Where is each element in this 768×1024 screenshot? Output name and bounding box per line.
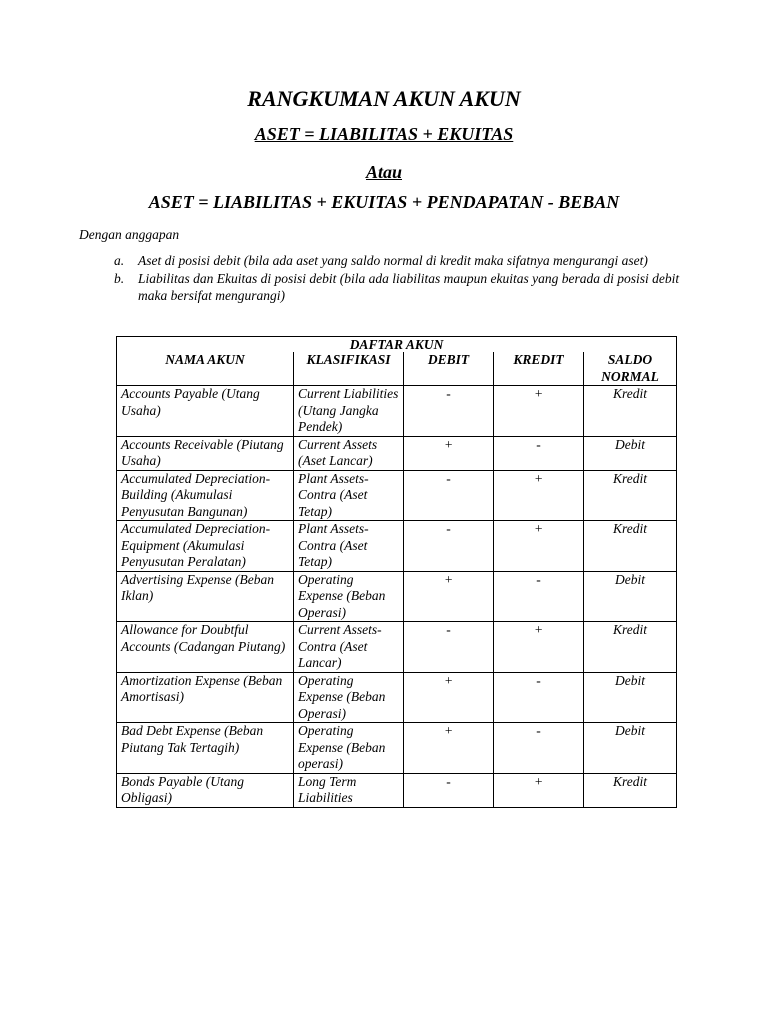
credit-sign: + bbox=[494, 773, 584, 807]
credit-sign: + bbox=[494, 470, 584, 521]
account-name: Amortization Expense (Beban Amortisasi) bbox=[117, 672, 294, 723]
table-caption: DAFTAR AKUN bbox=[117, 337, 677, 353]
debit-sign: + bbox=[404, 571, 494, 622]
account-name: Bad Debt Expense (Beban Piutang Tak Tertagih) bbox=[117, 723, 294, 774]
debit-sign: - bbox=[404, 622, 494, 673]
column-header: NAMA AKUN bbox=[117, 352, 294, 386]
account-classification: Current Assets (Aset Lancar) bbox=[294, 436, 404, 470]
credit-sign: - bbox=[494, 436, 584, 470]
table-row bbox=[117, 672, 677, 723]
debit-sign: + bbox=[404, 723, 494, 774]
normal-balance: Debit bbox=[584, 436, 677, 470]
assumption-item bbox=[114, 270, 698, 304]
account-classification: Operating Expense (Beban operasi) bbox=[294, 723, 404, 774]
account-classification: Current Assets-Contra (Aset Lancar) bbox=[294, 622, 404, 673]
account-classification: Plant Assets-Contra (Aset Tetap) bbox=[294, 470, 404, 521]
account-name: Bonds Payable (Utang Obligasi) bbox=[117, 773, 294, 807]
credit-sign: + bbox=[494, 386, 584, 437]
column-header: DEBIT bbox=[404, 352, 494, 386]
table-row bbox=[117, 773, 677, 807]
table-row bbox=[117, 521, 677, 572]
table-row bbox=[117, 386, 677, 437]
debit-sign: - bbox=[404, 521, 494, 572]
or-separator: Atau bbox=[365, 162, 403, 182]
table-row bbox=[117, 470, 677, 521]
accounting-equation-basic: ASET = LIABILITAS + EKUITAS bbox=[254, 124, 514, 144]
document-title: RANGKUMAN AKUN AKUN bbox=[247, 86, 521, 111]
table-row bbox=[117, 436, 677, 470]
account-list-table bbox=[116, 336, 677, 808]
column-header: SALDO NORMAL bbox=[584, 352, 677, 386]
normal-balance: Debit bbox=[584, 672, 677, 723]
assumption-marker: a. bbox=[114, 253, 125, 268]
table-row bbox=[117, 622, 677, 673]
account-classification: Current Liabilities (Utang Jangka Pendek) bbox=[294, 386, 404, 437]
debit-sign: + bbox=[404, 672, 494, 723]
normal-balance: Debit bbox=[584, 571, 677, 622]
account-classification: Plant Assets-Contra (Aset Tetap) bbox=[294, 521, 404, 572]
normal-balance: Kredit bbox=[584, 470, 677, 521]
assumption-intro: Dengan anggapan bbox=[79, 227, 180, 242]
credit-sign: - bbox=[494, 571, 584, 622]
account-name: Allowance for Doubtful Accounts (Cadangan Piutang) bbox=[117, 622, 294, 673]
normal-balance: Debit bbox=[584, 723, 677, 774]
account-name: Accumulated Depreciation-Building (Akumulasi Penyusutan Bangunan) bbox=[117, 470, 294, 521]
table-row bbox=[117, 723, 677, 774]
credit-sign: - bbox=[494, 723, 584, 774]
normal-balance: Kredit bbox=[584, 386, 677, 437]
credit-sign: + bbox=[494, 622, 584, 673]
assumption-text: Aset di posisi debit (bila ada aset yang saldo normal di kredit maka sifatnya mengurangi aset) bbox=[138, 253, 648, 268]
credit-sign: + bbox=[494, 521, 584, 572]
normal-balance: Kredit bbox=[584, 773, 677, 807]
account-classification: Operating Expense (Beban Operasi) bbox=[294, 571, 404, 622]
column-header: KLASIFIKASI bbox=[294, 352, 404, 386]
table-row bbox=[117, 571, 677, 622]
account-classification: Operating Expense (Beban Operasi) bbox=[294, 672, 404, 723]
account-name: Accumulated Depreciation-Equipment (Akumulasi Penyusutan Peralatan) bbox=[117, 521, 294, 572]
normal-balance: Kredit bbox=[584, 622, 677, 673]
assumption-marker: b. bbox=[114, 271, 125, 286]
account-name: Accounts Payable (Utang Usaha) bbox=[117, 386, 294, 437]
accounting-equation-expanded: ASET = LIABILITAS + EKUITAS + PENDAPATAN - BEBAN bbox=[148, 192, 620, 212]
account-classification: Long Term Liabilities bbox=[294, 773, 404, 807]
assumption-list bbox=[114, 252, 698, 305]
debit-sign: - bbox=[404, 470, 494, 521]
assumption-item bbox=[114, 252, 698, 269]
normal-balance: Kredit bbox=[584, 521, 677, 572]
account-name: Accounts Receivable (Piutang Usaha) bbox=[117, 436, 294, 470]
debit-sign: - bbox=[404, 386, 494, 437]
debit-sign: - bbox=[404, 773, 494, 807]
account-name: Advertising Expense (Beban Iklan) bbox=[117, 571, 294, 622]
assumption-text: Liabilitas dan Ekuitas di posisi debit (bila ada liabilitas maupun ekuitas yang berada di posisi debit maka bersifat mengurangi) bbox=[138, 271, 680, 303]
column-header: KREDIT bbox=[494, 352, 584, 386]
credit-sign: - bbox=[494, 672, 584, 723]
debit-sign: + bbox=[404, 436, 494, 470]
